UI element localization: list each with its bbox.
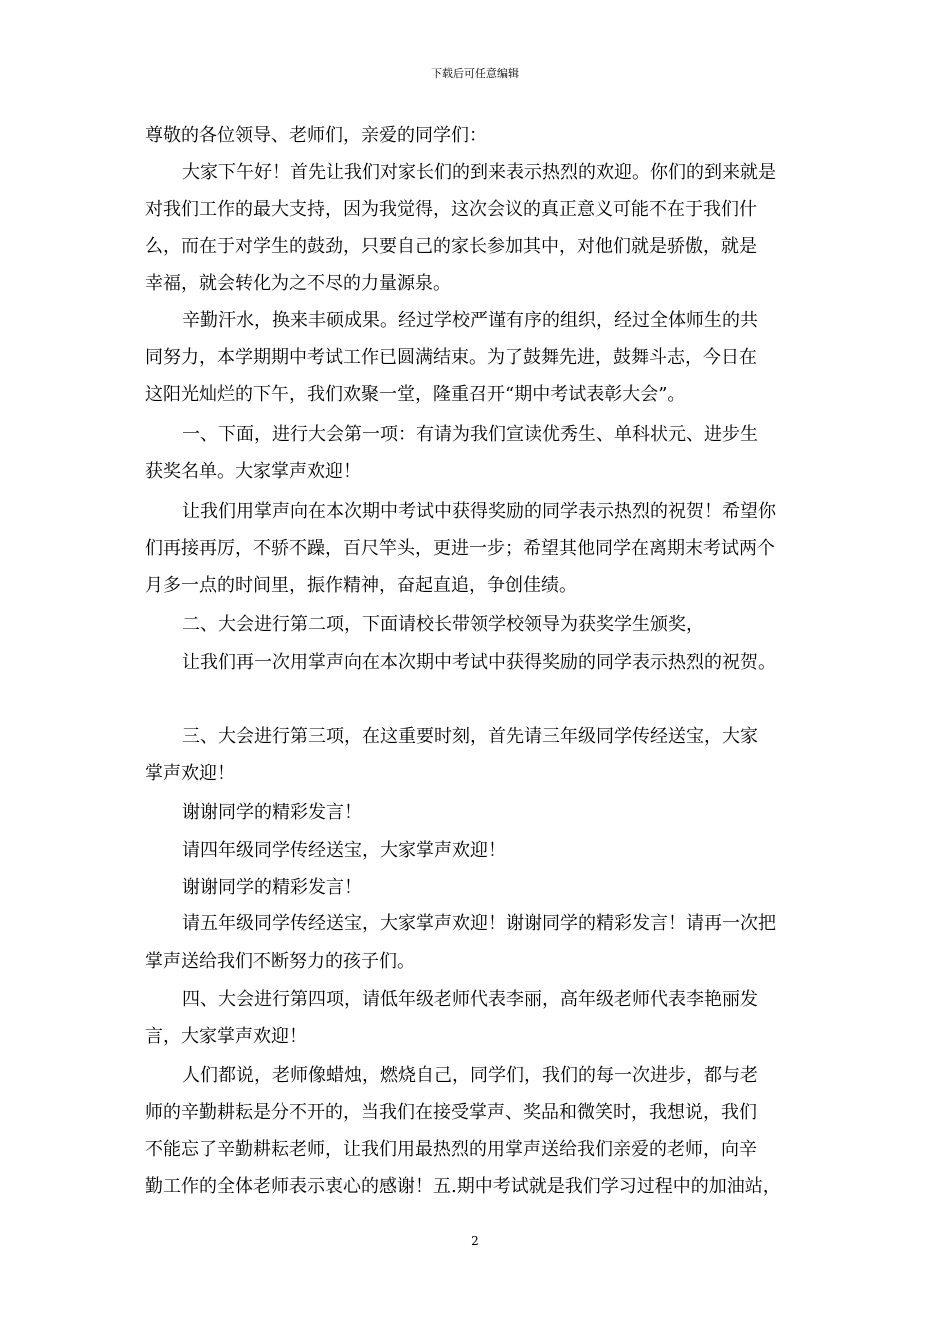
text-line: 言，大家掌声欢迎！: [145, 1026, 307, 1047]
text-line: 们再接再厉，不骄不躁，百尺竿头，更进一步；希望其他同学在离期末考试两个: [145, 538, 775, 559]
text-line: 让我们再一次用掌声向在本次期中考试中获得奖励的同学表示热烈的祝贺。: [182, 652, 776, 673]
text-line: 四、大会进行第四项，请低年级老师代表李丽，高年级老师代表李艳丽发: [182, 989, 758, 1010]
text-line: 请五年级同学传经送宝，大家掌声欢迎！谢谢同学的精彩发言！请再一次把: [182, 913, 776, 934]
text-line: 请四年级同学传经送宝，大家掌声欢迎！: [182, 840, 506, 861]
text-line: 么，而在于对学生的鼓劲，只要自己的家长参加其中，对他们就是骄傲，就是: [145, 236, 757, 257]
text-line: 不能忘了辛勤耕耘老师，让我们用最热烈的用掌声送给我们亲爱的老师，向辛: [145, 1139, 757, 1160]
text-line: 师的辛勤耕耘是分不开的，当我们在接受掌声、奖品和微笑时，我想说，我们: [145, 1102, 757, 1123]
text-line: 谢谢同学的精彩发言！: [182, 877, 362, 898]
text-line: 这阳光灿烂的下午，我们欢聚一堂，隆重召开“期中考试表彰大会”。: [145, 384, 686, 405]
text-line: 幸福，就会转化为之不尽的力量源泉。: [145, 273, 451, 294]
text-line: 人们都说，老师像蜡烛，燃烧自己，同学们，我们的每一次进步，都与老: [182, 1065, 758, 1086]
text-line: 让我们用掌声向在本次期中考试中获得奖励的同学表示热烈的祝贺！希望你: [182, 501, 776, 522]
greeting-line: 尊敬的各位领导、老师们，亲爱的同学们：: [145, 125, 487, 146]
text-line: 一、下面，进行大会第一项：有请为我们宣读优秀生、单科状元、进步生: [182, 424, 758, 445]
text-line: 勤工作的全体老师表示衷心的感谢！五.期中考试就是我们学习过程中的加油站，: [145, 1176, 781, 1197]
text-line: 月多一点的时间里，振作精神，奋起直追，争创佳绩。: [145, 575, 577, 596]
text-line: 大家下午好！首先让我们对家长们的到来表示热烈的欢迎。你们的到来就是: [182, 162, 776, 183]
text-line: 谢谢同学的精彩发言！: [182, 802, 362, 823]
text-line: 掌声欢迎！: [145, 763, 235, 784]
text-line: 三、大会进行第三项，在这重要时刻，首先请三年级同学传经送宝，大家: [182, 726, 758, 747]
text-line: 同努力，本学期期中考试工作已圆满结束。为了鼓舞先进，鼓舞斗志，今日在: [145, 347, 757, 368]
text-line: 二、大会进行第二项，下面请校长带领学校领导为获奖学生颁奖，: [182, 614, 704, 635]
page-number: 2: [471, 1234, 479, 1248]
text-line: 掌声送给我们不断努力的孩子们。: [145, 951, 415, 972]
text-line: 对我们工作的最大支持，因为我觉得，这次会议的真正意义可能不在于我们什: [145, 199, 757, 220]
page-header: 下载后可任意编辑: [431, 67, 519, 80]
text-line: 获奖名单。大家掌声欢迎！: [145, 461, 361, 482]
text-line: 辛勤汗水，换来丰硕成果。经过学校严谨有序的组织，经过全体师生的共: [182, 310, 758, 331]
